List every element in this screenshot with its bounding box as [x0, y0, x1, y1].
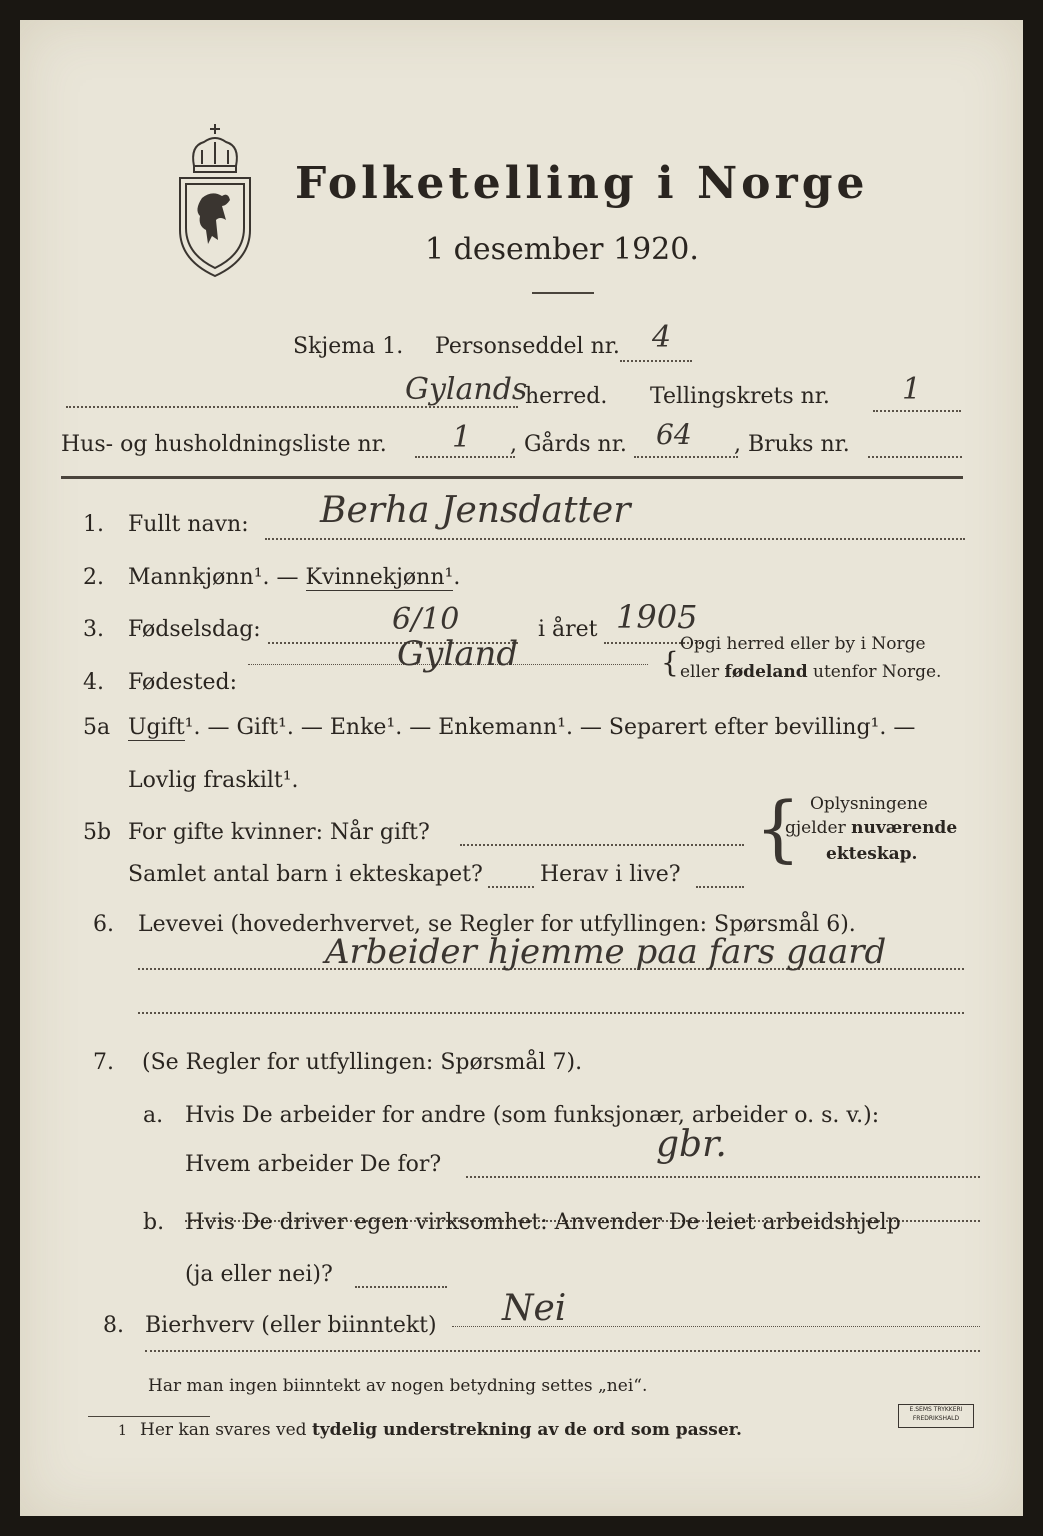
herred-label: herred.: [525, 384, 608, 409]
q7a-label-1: Hvis De arbeider for andre (som funksjonær, arbeider o. s. v.):: [185, 1103, 880, 1128]
q7b-label-1: Hvis De driver egen virksomhet: Anvender De leiet arbeidshjelp: [185, 1210, 901, 1235]
q5b-label-1: For gifte kvinner: Når gift?: [128, 820, 430, 845]
gards-label: , Gårds nr.: [510, 432, 627, 457]
tellingskrets-label: Tellingskrets nr.: [650, 384, 830, 409]
married-when-field[interactable]: [460, 844, 744, 846]
marriage-note-3: ekteskap.: [826, 844, 918, 864]
q5a-number: 5a: [83, 715, 111, 740]
q6-label: Levevei (hovederhvervet, se Regler for utfyllingen: Spørsmål 6).: [138, 912, 856, 937]
q1-number: 1.: [83, 512, 104, 537]
footnote-text: Her kan svares ved tydelig understrekning av de ord som passer.: [140, 1420, 742, 1440]
q2-label: Mannkjønn¹. — Kvinnekjønn¹.: [128, 565, 461, 590]
q3-label: Fødselsdag:: [128, 617, 261, 642]
q7a-number: a.: [143, 1103, 164, 1128]
birth-year-value[interactable]: 1905: [616, 598, 698, 636]
side-income-value[interactable]: Nei: [502, 1288, 567, 1329]
q7a-label-2: Hvem arbeider De for?: [185, 1152, 442, 1177]
q7-label: (Se Regler for utfyllingen: Spørsmål 7).: [142, 1050, 583, 1075]
q5a-label: [128, 715, 915, 740]
marriage-brace: {: [755, 786, 801, 870]
footnote-marker: 1: [118, 1423, 127, 1439]
q3-number: 3.: [83, 617, 104, 642]
q7b-number: b.: [143, 1210, 165, 1235]
q5b-label-3: Herav i live?: [540, 862, 681, 887]
q7b-label-2: (ja eller nei)?: [185, 1262, 333, 1287]
children-alive-field[interactable]: [696, 886, 744, 888]
personseddel-value[interactable]: 4: [652, 320, 672, 355]
bruks-label: , Bruks nr.: [734, 432, 850, 457]
fraskilt-option[interactable]: Lovlig fraskilt¹.: [128, 768, 299, 793]
full-name-value[interactable]: Berha Jensdatter: [320, 490, 631, 531]
q6-number: 6.: [93, 912, 114, 937]
footnote-rule: [88, 1416, 210, 1417]
husholdningsliste-value[interactable]: 1: [452, 420, 472, 455]
year-label: i året: [538, 617, 598, 642]
marriage-note-1: Oplysningene: [810, 794, 928, 814]
coat-of-arms-icon: [172, 120, 258, 280]
occupation-line-2[interactable]: [138, 1012, 964, 1014]
gards-value[interactable]: 64: [656, 418, 692, 451]
q4-number: 4.: [83, 670, 104, 695]
birthplace-value[interactable]: Gyland: [397, 634, 519, 674]
q2-number: 2.: [83, 565, 104, 590]
marriage-note-2: gjelder nuværende: [785, 818, 958, 838]
census-form: [20, 20, 1023, 1516]
printer-line-2: FREDRIKSHALD: [912, 1415, 960, 1422]
bruks-field[interactable]: [868, 456, 962, 458]
printer-mark: [898, 1404, 974, 1428]
herred-value[interactable]: Gylands: [405, 372, 528, 407]
kvinnekjonn-option[interactable]: Kvinnekjønn¹: [305, 565, 454, 590]
husholdningsliste-label: Hus- og husholdningsliste nr.: [61, 432, 387, 457]
title-divider: [532, 292, 594, 294]
hired-help-field[interactable]: [355, 1286, 447, 1288]
tellingskrets-value[interactable]: 1: [902, 372, 922, 407]
children-total-field[interactable]: [488, 886, 534, 888]
q7-number: 7.: [93, 1050, 114, 1075]
printer-line-1: E.SEMS TRYKKERI: [909, 1406, 963, 1413]
q1-label: Fullt navn:: [128, 512, 249, 537]
ugift-option[interactable]: Ugift: [128, 715, 185, 740]
mannkjonn-option[interactable]: Mannkjønn¹. —: [128, 565, 306, 590]
birthplace-note-2: eller fødeland utenfor Norge.: [680, 662, 942, 682]
birthplace-note-1: Opgi herred eller by i Norge: [680, 634, 926, 654]
header-rule: [61, 476, 963, 479]
personseddel-label: Personseddel nr.: [435, 334, 620, 359]
q5b-label-2: Samlet antal barn i ekteskapet?: [128, 862, 483, 887]
form-title: Folketelling i Norge: [295, 158, 869, 209]
birthday-value[interactable]: 6/10: [392, 602, 460, 637]
civil-status-options[interactable]: ¹. — Gift¹. — Enke¹. — Enkemann¹. — Separert efter bevilling¹. —: [184, 715, 916, 740]
birthplace-brace: {: [661, 646, 679, 679]
employer-value[interactable]: gbr.: [656, 1124, 727, 1165]
q8-label: Bierhverv (eller biinntekt): [145, 1313, 437, 1338]
q5b-number: 5b: [83, 820, 112, 845]
census-date: 1 desember 1920.: [425, 232, 699, 267]
q4-label: Fødested:: [128, 670, 238, 695]
side-income-note: Har man ingen biinntekt av nogen betydning settes „nei“.: [148, 1376, 648, 1396]
q8-number: 8.: [103, 1313, 124, 1338]
occupation-value[interactable]: Arbeider hjemme paa fars gaard: [325, 932, 887, 972]
side-income-line-2[interactable]: [145, 1350, 980, 1352]
skjema-label: Skjema 1.: [293, 334, 404, 359]
